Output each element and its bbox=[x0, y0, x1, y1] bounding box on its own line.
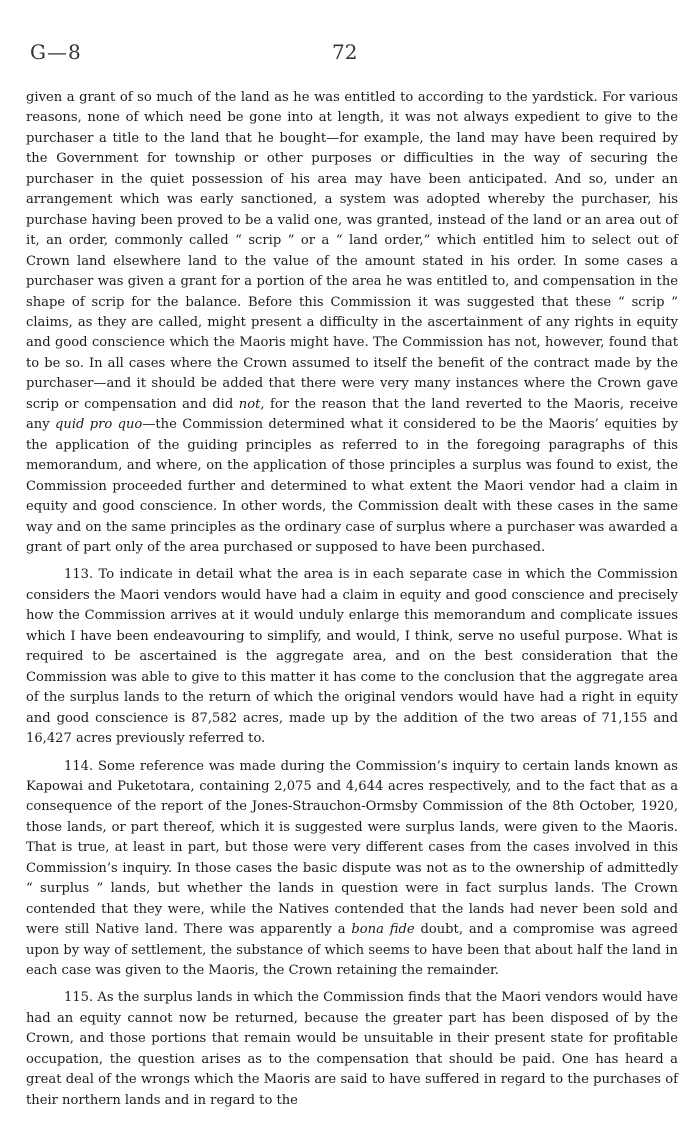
paragraph-text: , for the reason that the land reverted to the Maoris, receive any bbox=[26, 396, 678, 433]
italic-text: bona fide bbox=[351, 922, 415, 938]
paragraph-text: 113. To indicate in detail what the area is in each separate case in which the Commission considers the Maori vendors would have had a claim in equity and good conscience and precisely how the Commission arrives at it would unduly enlarge this memorandum and complicate issues which I have been endeavouring to simplify, and would, I think, serve no useful purpose. What is required to be ascertained is the aggregate area, and on the best consideration that the Commission was able to give to this matter it has come to the conclusion that the aggregate area of the surplus lands to the return of which the original vendors would have had a right in equity and good conscience is 87,582 acres, made up by the addition of the two areas of 71,155 and 16,427 acres previously referred to. bbox=[26, 567, 678, 747]
italic-text: not bbox=[238, 396, 261, 412]
paragraph-113 bbox=[26, 565, 678, 749]
paragraph-text: 114. Some reference was made during the Commission’s inquiry to certain lands known as Kapowai and Puketotara, containing 2,075 and 4,644 acres respectively, and to the fact that as a consequence of the report of the Jones-Strauchon-Ormsby Commission of the 8th October, 1920, those lands, or part thereof, which it is suggested were surplus lands, were given to the Maoris. That is true, at least in part, but those were very different cases from the cases involved in this Commission’s inquiry. In those cases the basic dispute was not as to the ownership of admittedly “ surplus ” lands, but whether the lands in question were in fact surplus lands. The Crown contended that they were, while the Natives contended that the lands had never been sold and were still Native land. There was apparently a bbox=[26, 758, 678, 938]
paragraph-text: —the Commission determined what it considered to be the Maoris’ equities by the application of the guiding principles as referred to in the foregoing paragraphs of this memorandum, and where, on the application of those principles a surplus was found to exist, the Commission proceeded further and determined to what extent the Maori vendor had a claim in equity and good conscience. In other words, the Commission dealt with these cases in the same way and on the same principles as the ordinary case of surplus where a purchaser was awarded a grant of part only of the area purchased or supposed to have been purchased. bbox=[26, 417, 678, 555]
paragraph-text: 115. As the surplus lands in which the Commission finds that the Maori vendors would have had an equity cannot now be returned, because the greater part has been disposed of by the Crown, and those portions that remain would be unsuitable in their present state for profitable occupation, the question arises as to the compensation that should be paid. One has heard a great deal of the wrongs which the Maoris are said to have suffered in regard to the purchases of their northern lands and in regard to the bbox=[26, 990, 678, 1108]
paragraph-continued bbox=[26, 88, 678, 558]
paragraph-114 bbox=[26, 757, 678, 982]
italic-text: quid pro quo bbox=[55, 417, 143, 433]
paragraph-text: given a grant of so much of the land as he was entitled to according to the yardstick. For various reasons, none of which need be gone into at length, it was not always expedient to give to the purchaser a title to the land that he bought—for example, the land may have been required by the Government for township or other purposes or difficulties in the way of securing the purchaser in the quiet possession of his area may have been anticipated. And so, under an arrangement which was early sanctioned, a system was adopted whereby the purchaser, his purchase having been proved to be a valid one, was granted, instead of the land or an area out of it, an order, commonly called “ scrip ” or a “ land order,” which entitled him to select out of Crown land elsewhere land to the value of the amount stated in his order. In some cases a purchaser was given a grant for a portion of the area he was entitled to, and compensation in the shape of scrip for the balance. Before this Commission it was suggested that these “ scrip ” claims, as they are called, might present a difficulty in the ascertainment of any rights in equity and good conscience which the Maoris might have. The Commission has not, however, found that to be so. In all cases where the Crown assumed to itself the benefit of the contract made by the purchaser—and it should be added that there were very many instances where the Crown gave scrip or compensation and did bbox=[26, 90, 678, 412]
document-reference: G—8 bbox=[30, 40, 82, 64]
paragraph-text: doubt, and a compromise was agreed upon by way of settlement, the substance of which seems to have been that about half the land in each case was given to the Maoris, the Crown retaining the remainder. bbox=[26, 922, 679, 979]
paragraph-115 bbox=[26, 988, 678, 1111]
page-number: 72 bbox=[332, 40, 358, 64]
document-body bbox=[26, 88, 678, 1111]
